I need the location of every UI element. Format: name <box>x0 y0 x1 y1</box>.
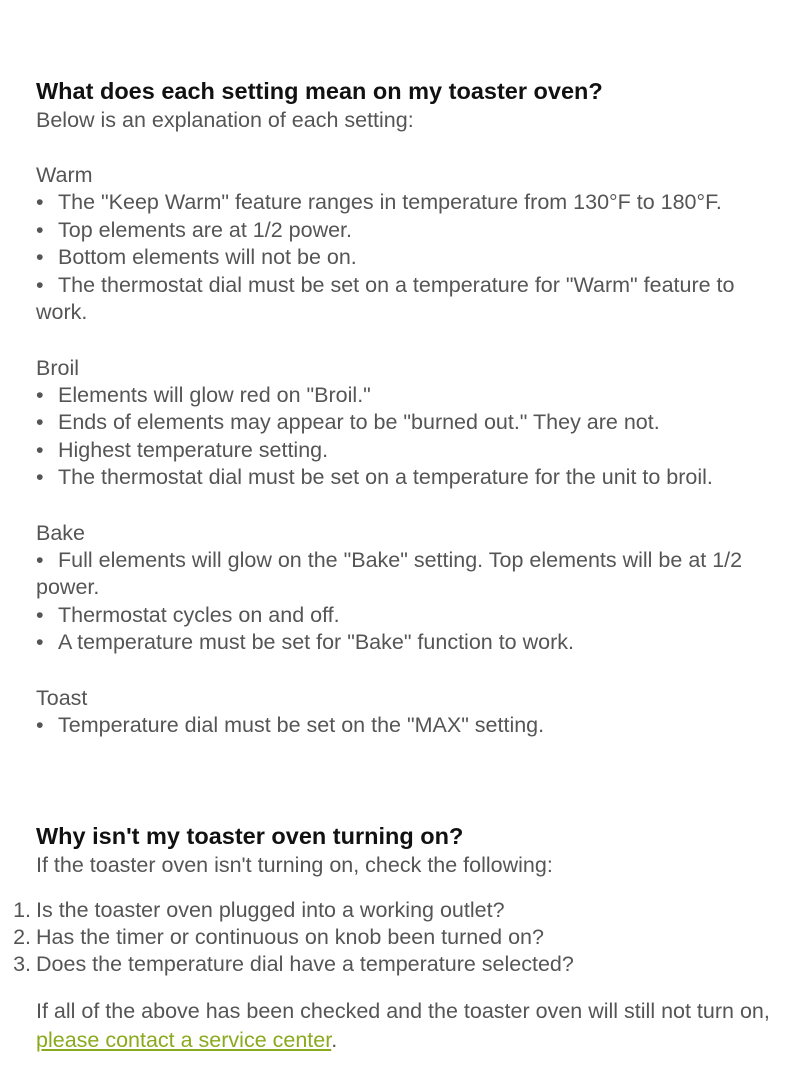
list-item-text: The thermostat dial must be set on a temperature for the unit to broil. <box>58 465 713 489</box>
bullet-icon: • <box>36 547 44 572</box>
faq1-title: What does each setting mean on my toaster oven? <box>36 78 603 104</box>
bullet-list <box>36 189 776 327</box>
section-title: Broil <box>36 355 80 380</box>
list-item-text: Elements will glow red on "Broil." <box>58 382 371 407</box>
closing-text: If all of the above has been checked and the toaster oven will still not turn on, <box>36 999 770 1023</box>
list-item <box>13 951 776 978</box>
bullet-list <box>36 382 776 492</box>
list-item <box>36 547 776 602</box>
list-item-text: Thermostat cycles on and off. <box>58 602 340 627</box>
bullet-icon: • <box>36 245 44 269</box>
bullet-icon: • <box>36 630 44 654</box>
bullet-list <box>36 712 776 740</box>
section-bake <box>36 519 776 657</box>
list-item-text: Has the timer or continuous on knob been turned on? <box>36 925 544 949</box>
list-item <box>36 272 776 327</box>
list-item <box>13 897 776 924</box>
list-item <box>13 924 776 951</box>
list-item <box>36 629 776 657</box>
list-item-text: The thermostat dial must be set on a temperature for "Warm" feature to work. <box>36 272 735 324</box>
bullet-icon: • <box>36 712 44 737</box>
list-item-text: Full elements will glow on the "Bake" setting. Top elements will be at 1/2 power. <box>36 547 743 599</box>
section-broil <box>36 354 776 492</box>
list-item-text: Is the toaster oven plugged into a working outlet? <box>36 898 505 922</box>
list-item-text: Bottom elements will not be on. <box>58 245 357 269</box>
list-item-text: Highest temperature setting. <box>58 437 329 462</box>
list-item <box>36 217 776 245</box>
step-number: 2. <box>13 925 31 949</box>
section-title: Warm <box>36 163 93 187</box>
closing-end: . <box>331 1028 338 1052</box>
bullet-list <box>36 547 776 657</box>
list-item <box>36 602 776 630</box>
section-warm <box>36 161 776 327</box>
list-item-text: A temperature must be set for "Bake" function to work. <box>58 630 574 654</box>
section-title: Bake <box>36 520 86 545</box>
list-item <box>36 244 776 272</box>
bullet-icon: • <box>36 602 44 627</box>
closing-paragraph <box>36 997 776 1055</box>
faq2-intro: If the toaster oven isn't turning on, check the following: <box>36 853 553 877</box>
list-item <box>36 712 776 740</box>
list-item-text: Ends of elements may appear to be "burned out." They are not. <box>58 410 660 434</box>
list-item <box>36 409 776 437</box>
list-item <box>36 464 776 492</box>
list-item-text: Does the temperature dial have a temperature selected? <box>36 952 574 976</box>
list-item-text: Temperature dial must be set on the "MAX" setting. <box>58 712 545 737</box>
bullet-icon: • <box>36 217 44 242</box>
list-item-text: Top elements are at 1/2 power. <box>58 217 353 242</box>
faq2-title: Why isn't my toaster oven turning on? <box>36 823 464 849</box>
steps-list <box>13 897 776 978</box>
bullet-icon: • <box>36 272 44 297</box>
bullet-icon: • <box>36 437 44 462</box>
bullet-icon: • <box>36 190 44 214</box>
list-item <box>36 437 776 465</box>
bullet-icon: • <box>36 382 44 407</box>
list-item <box>36 189 776 217</box>
step-number: 1. <box>13 898 31 922</box>
list-item <box>36 382 776 410</box>
service-center-link[interactable]: please contact a service center <box>36 1028 332 1052</box>
bullet-icon: • <box>36 410 44 434</box>
step-number: 3. <box>13 952 31 976</box>
faq-page <box>13 76 776 1055</box>
list-item-text: The "Keep Warm" feature ranges in temperature from 130°F to 180°F. <box>58 190 722 214</box>
faq2 <box>13 821 776 1055</box>
section-toast <box>36 684 776 740</box>
faq1-intro: Below is an explanation of each setting: <box>36 108 414 132</box>
bullet-icon: • <box>36 465 44 489</box>
section-title: Toast <box>36 685 88 710</box>
